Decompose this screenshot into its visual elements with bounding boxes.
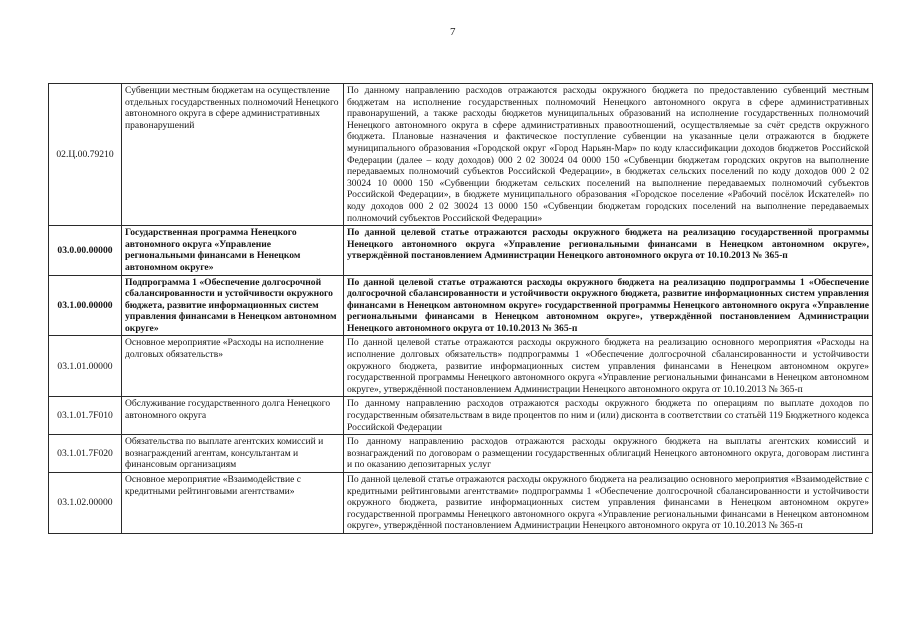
row-description: По данному направлению расходов отражаются расходы окружного бюджета на выплаты агентских комиссий и вознаграждений по договорам о размещении государственных облигаций Ненецкого автономного округа, договорам листинга и по оказанию депозитарных услуг [344,435,873,473]
table-row [49,336,873,397]
row-name: Подпрограмма 1 «Обеспечение долгосрочной сбалансированности и устойчивости окружного бюджета, развитие информационных систем управления финансами в Ненецком автономном округе» [122,275,344,336]
row-code: 03.1.01.00000 [49,336,122,397]
table-row [49,275,873,336]
row-description: По данному направлению расходов отражаются расходы окружного бюджета по предоставлению субвенций местным бюджетам на исполнение государственных полномочий Ненецкого автономного округа в сфере административных правонарушений, а также расходы бюджетов муниципальных образований на исполнение государственных полномочий Ненецкого автономного округа в сфере административных правоотношений, осуществляемые за счёт средств окружного бюджета. Плановые назначения и фактическое поступление субвенции на указанные цели отражаются в бюджете муниципального образования «Городской округ «Город Нарьян-Мар» по коду классификации доходов бюджетов Российской Федерации (далее – коду доходов) 000 2 02 30024 04 0000 150 «Субвенции бюджетам городских округов на выполнение передаваемых полномочий субъектов Российской Федерации», в бюджетах сельских поселений по коду доходов 000 2 02 30024 10 0000 150 «Субвенции бюджетам сельских поселений на выполнение передаваемых полномочий субъектов Российской Федерации», в бюджете муниципального образования «Городское поселение «Рабочий посёлок Искателей» по коду доходов 000 2 02 30024 13 0000 150 «Субвенции бюджетам городских поселений на выполнение передаваемых полномочий субъектов Российской Федерации» [344,84,873,226]
row-description: По данной целевой статье отражаются расходы окружного бюджета на реализацию государственной программы Ненецкого автономного округа «Управление региональными финансами в Ненецком автономном округе», утверждённой постановлением Администрации Ненецкого автономного округа от 10.10.2013 № 365-п [344,226,873,275]
page-number: 7 [450,26,456,38]
row-code: 03.1.02.00000 [49,473,122,534]
row-code: 03.0.00.00000 [49,226,122,275]
row-code: 03.1.01.7F010 [49,397,122,435]
table-row [49,473,873,534]
row-code: 02.Ц.00.79210 [49,84,122,226]
table-row [49,397,873,435]
row-name: Обязательства по выплате агентских комиссий и вознаграждений агентам, консультантам и финансовым организациям [122,435,344,473]
row-name: Основное мероприятие «Расходы на исполнение долговых обязательств» [122,336,344,397]
row-description: По данной целевой статье отражаются расходы окружного бюджета на реализацию подпрограммы 1 «Обеспечение долгосрочной сбалансированности и устойчивости окружного бюджета, развитие информационных систем управления финансами в Ненецком автономном округе» государственной программы Ненецкого автономного округа «Управление региональными финансами в Ненецком автономном округе», утверждённой постановлением Администрации Ненецкого автономного округа от 10.10.2013 № 365-п [344,275,873,336]
row-code: 03.1.01.7F020 [49,435,122,473]
row-description: По данной целевой статье отражаются расходы окружного бюджета на реализацию основного мероприятия «Расходы на исполнение долговых обязательств» подпрограммы 1 «Обеспечение долгосрочной сбалансированности и устойчивости окружного бюджета, развитие информационных систем управления финансами в Ненецком автономном округе» государственной программы Ненецкого автономного округа «Управление региональными финансами в Ненецком автономном округе», утверждённой постановлением Администрации Ненецкого автономного округа от 10.10.2013 № 365-п [344,336,873,397]
table-row [49,84,873,226]
row-description: По данной целевой статье отражаются расходы окружного бюджета на реализацию основного мероприятия «Взаимодействие с кредитными рейтинговыми агентствами» подпрограммы 1 «Обеспечение долгосрочной сбалансированности и устойчивости окружного бюджета, развитие информационных систем управления финансами в Ненецком автономном округе» государственной программы Ненецкого автономного округа «Управление региональными финансами в Ненецком автономном округе», утверждённой постановлением Администрации Ненецкого автономного округа от 10.10.2013 № 365-п [344,473,873,534]
row-name: Субвенции местным бюджетам на осуществление отдельных государственных полномочий Ненецкого автономного округа в сфере административных правонарушений [122,84,344,226]
row-description: По данному направлению расходов отражаются расходы окружного бюджета по операциям по выплате доходов по государственным обязательствам в виде процентов по ним и (или) дисконта в соответствии со статьёй 119 Бюджетного кодекса Российской Федерации [344,397,873,435]
table-row [49,226,873,275]
row-code: 03.1.00.00000 [49,275,122,336]
budget-classification-table [48,83,873,534]
table-row [49,435,873,473]
row-name: Основное мероприятие «Взаимодействие с кредитными рейтинговыми агентствами» [122,473,344,534]
row-name: Обслуживание государственного долга Ненецкого автономного округа [122,397,344,435]
row-name: Государственная программа Ненецкого автономного округа «Управление региональными финансами в Ненецком автономном округе» [122,226,344,275]
